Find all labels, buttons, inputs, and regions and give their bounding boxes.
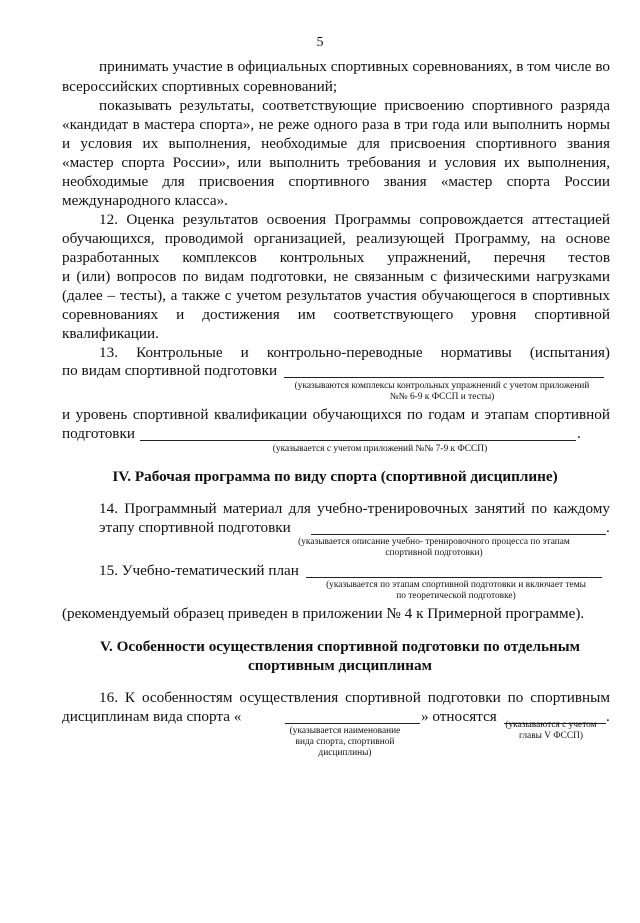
note-sport-name-line-1: (указывается наименование bbox=[289, 726, 401, 736]
para-13-line-3: и уровень спортивной квалификации обучающихся по годам и этапам спортивной bbox=[62, 406, 610, 423]
blank-line-control-norms bbox=[284, 377, 604, 378]
para-16-line-2-start: дисциплинам вида спорта « bbox=[62, 708, 242, 725]
note-control-norms-line-1: (указываются комплексы контрольных упражнений с учетом приложений bbox=[294, 381, 590, 391]
para-results-line-3: и условия их выполнения, необходимые для присвоения спортивного звания bbox=[62, 135, 610, 152]
para-12-line-5: (далее – тесты), а также с учетом результатов участия обучающегося в спортивных bbox=[62, 287, 610, 304]
para-13-line-4: подготовки bbox=[62, 425, 135, 442]
para-13-line-4-end: . bbox=[577, 425, 581, 442]
para-14-line-2-end: . bbox=[606, 519, 610, 536]
para-results-line-6: международного класса». bbox=[62, 192, 228, 209]
section-5-heading-line-2: спортивным дисциплинам bbox=[248, 657, 432, 674]
note-features-line-2: главы V ФССП) bbox=[518, 731, 584, 741]
blank-line-sport-name bbox=[285, 723, 420, 724]
para-results-line-2: «кандидат в мастера спорта», не реже одного раза в три года или выполнить нормы bbox=[62, 116, 610, 133]
para-results-line-1: показывать результаты, соответствующие присвоению спортивного разряда bbox=[99, 97, 610, 114]
para-12-line-3: разработанных комплексов контрольных упражнений, перечня тестов bbox=[62, 249, 610, 266]
note-thematic-plan-line-1: (указывается по этапам спортивной подготовки и включает темы bbox=[326, 580, 586, 590]
para-14-line-2: этапу спортивной подготовки bbox=[99, 519, 291, 536]
section-4-heading: IV. Рабочая программа по виду спорта (спортивной дисциплине) bbox=[112, 468, 558, 485]
para-16-line-2-end: . bbox=[606, 708, 610, 725]
note-features-line-1: (указываются с учетом bbox=[505, 720, 597, 730]
note-program-material-line-2: спортивной подготовки) bbox=[385, 548, 483, 558]
blank-line-program-material bbox=[311, 534, 606, 535]
para-15-line-1: 15. Учебно-тематический план bbox=[99, 562, 299, 579]
note-program-material-line-1: (указывается описание учебно- тренировочного процесса по этапам bbox=[298, 537, 570, 547]
para-12-line-6: соревнованиях и достижения им соответствующего уровня спортивной bbox=[62, 306, 610, 323]
para-15-line-2: (рекомендуемый образец приведен в приложении № 4 к Примерной программе). bbox=[62, 605, 585, 622]
note-sport-name-line-3: дисциплины) bbox=[318, 748, 372, 758]
para-16-line-2-middle: » относятся bbox=[421, 708, 497, 725]
note-sport-name-line-2: вида спорта, спортивной bbox=[295, 737, 395, 747]
para-16-line-1: 16. К особенностям осуществления спортивной подготовки по спортивным bbox=[99, 689, 610, 706]
note-qualification: (указывается с учетом приложений №№ 7-9 к ФССП) bbox=[272, 444, 488, 454]
para-12-line-4: и (или) вопросов по видам подготовки, не связанным с физическими нагрузками bbox=[62, 268, 610, 285]
blank-line-qualification bbox=[140, 440, 576, 441]
para-12-line-1: 12. Оценка результатов освоения Программы сопровождается аттестацией bbox=[99, 211, 610, 228]
page-number: 5 bbox=[316, 35, 324, 50]
note-thematic-plan-line-2: по теоретической подготовке) bbox=[396, 591, 516, 601]
note-control-norms-line-2: №№ 6-9 к ФССП и тесты) bbox=[389, 392, 495, 402]
para-participate-line-1: принимать участие в официальных спортивных соревнованиях, в том числе во bbox=[99, 58, 610, 75]
section-5-heading-line-1: V. Особенности осуществления спортивной подготовки по отдельным bbox=[99, 638, 581, 655]
para-12-line-7: квалификации. bbox=[62, 325, 159, 342]
para-results-line-5: необходимые для присвоения спортивного звания «мастер спорта России bbox=[62, 173, 610, 190]
para-14-line-1: 14. Программный материал для учебно-тренировочных занятий по каждому bbox=[99, 500, 610, 517]
para-participate-line-2: всероссийских спортивных соревнований; bbox=[62, 78, 338, 95]
blank-line-thematic-plan bbox=[306, 577, 602, 578]
para-12-line-2: обучающихся, проводимой организацией, реализующей Программу, на основе bbox=[62, 230, 610, 247]
para-results-line-4: «мастер спорта России», или выполнить требования и условия их выполнения, bbox=[62, 154, 610, 171]
para-13-line-1: 13. Контрольные и контрольно-переводные нормативы (испытания) bbox=[99, 344, 610, 361]
para-13-line-2: по видам спортивной подготовки bbox=[62, 362, 278, 379]
